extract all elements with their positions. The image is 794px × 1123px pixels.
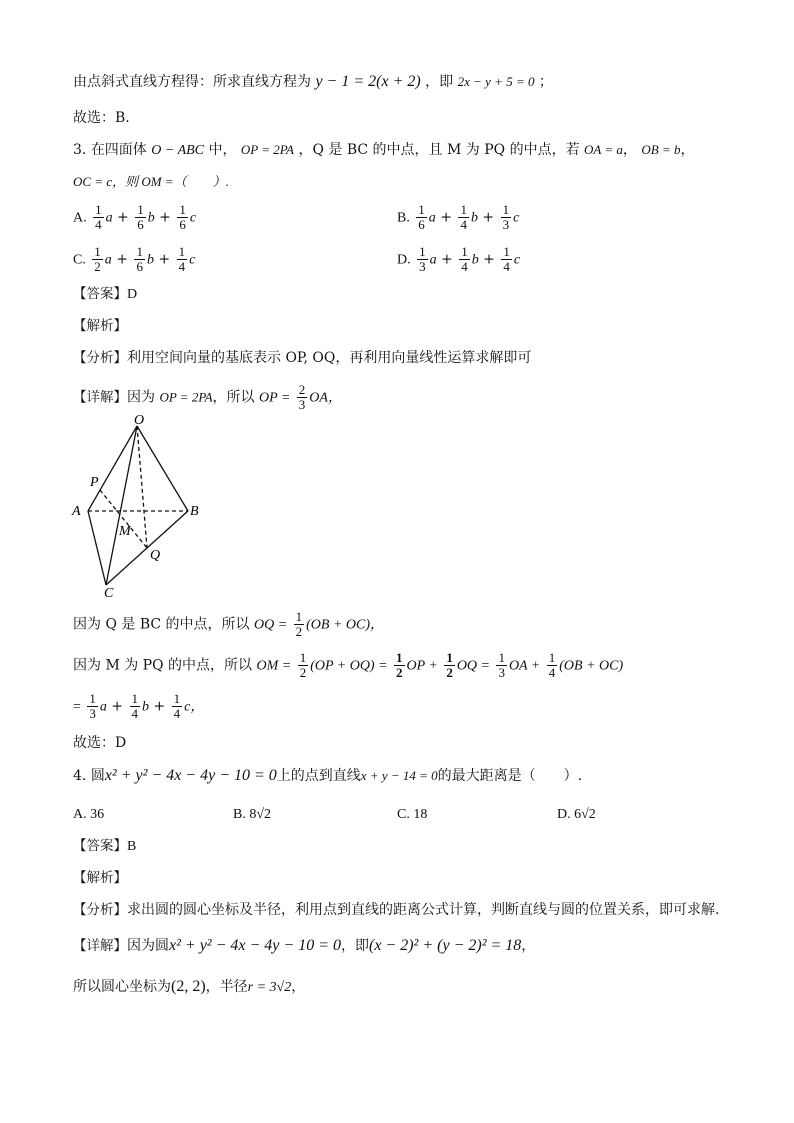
text: ， [291, 979, 306, 995]
q4-center [73, 977, 305, 998]
fraction [417, 245, 428, 274]
text: 因为 [127, 389, 155, 406]
text: 的最大距离是（ ）. [437, 768, 583, 784]
fenxi-text: 求出圆的圆心坐标及半径，利用点到直线的距离公式计算，判断直线与圆的位置关系，即可求解. [127, 902, 720, 918]
answer-tag: 【答案】 [73, 838, 127, 854]
q2-choice: 故选：B. [73, 110, 130, 126]
q3-step2 [73, 610, 384, 639]
q3-option-d[interactable]: D. $\frac{1}{3}$ a + $\frac{1}{4}$ b + $\frac{1}{4}$ c [397, 244, 521, 274]
fenxi-text: 利用空间向量的基底表示 OP, OQ，再利用向量线性运算求解即可 [127, 350, 532, 366]
analysis-tag: 【解析】 [73, 318, 127, 334]
numerator: 1 [137, 202, 144, 217]
denominator: 2 [295, 624, 303, 639]
question-number: 4. [73, 768, 87, 784]
condition: OP = 2PA [240, 142, 294, 157]
q3-choice: 故选：D [73, 735, 127, 751]
denominator: 3 [419, 259, 426, 274]
equation: OM = [256, 658, 292, 674]
q4-detail [73, 936, 535, 956]
text: 上的点到直线 [276, 768, 361, 784]
q4-stem [73, 766, 582, 786]
fraction [135, 203, 146, 232]
label-c: C [104, 586, 114, 598]
fraction [416, 203, 427, 232]
denominator: 4 [178, 259, 186, 274]
equation: (OP + OQ) = [310, 658, 388, 674]
label-a: A [72, 504, 81, 519]
numerator: 1 [295, 609, 303, 624]
q3-fenxi [73, 348, 531, 368]
fraction [501, 203, 512, 232]
tetrahedron-name: O − ABC [151, 143, 205, 158]
circle-equation: x² + y² − 4x − 4y − 10 = 0 [104, 767, 277, 784]
numerator: 1 [94, 244, 101, 259]
q4-analysis-tag [73, 868, 127, 888]
center-coordinates: (2, 2) [171, 978, 206, 995]
standard-equation: (x − 2)² + (y − 2)² = 18 [368, 937, 522, 954]
label-m: M [119, 524, 131, 539]
denominator: 6 [418, 217, 425, 232]
text: 因为圆 [127, 938, 169, 954]
answer-value: D [127, 287, 138, 302]
denominator: 2 [94, 259, 101, 274]
text: ，所以 [212, 389, 255, 406]
numerator: 1 [178, 244, 186, 259]
q4-option-a[interactable]: A. 36 [73, 807, 105, 822]
option-label: C. [73, 252, 86, 268]
text: 所以圆心坐标为 [73, 979, 171, 995]
fraction [297, 383, 308, 412]
equation: OA + [508, 658, 541, 674]
circle-equation: x² + y² − 4x − 4y − 10 = 0 [169, 937, 341, 954]
label-o: O [134, 413, 145, 428]
q3-answer [73, 284, 137, 305]
analysis-tag: 【解析】 [73, 870, 127, 886]
numerator: 1 [419, 244, 426, 259]
q3-analysis-tag [73, 316, 127, 336]
q3-option-a[interactable]: A. $\frac{1}{4}$ a + $\frac{1}{6}$ b + $\frac{1}{6}$ c [73, 202, 197, 232]
answer-tag: 【答案】 [73, 286, 127, 302]
numerator: 1 [460, 202, 467, 217]
condition: OP = 2PA [159, 389, 213, 405]
numerator: 1 [503, 244, 510, 259]
q4-option-d[interactable]: D. 6√2 [557, 807, 596, 822]
text: ，即 [340, 938, 369, 954]
q3-option-b[interactable]: B. $\frac{1}{6}$ a + $\frac{1}{4}$ b + $\frac{1}{3}$ c [397, 202, 520, 232]
fraction [177, 245, 188, 274]
question-number: 3. [73, 142, 87, 158]
numerator: 1 [136, 244, 143, 259]
text: ，即 [425, 74, 454, 90]
q3-detail-line1 [73, 383, 342, 412]
denominator: 6 [179, 217, 186, 232]
q4-answer [73, 836, 136, 857]
equation: OA， [309, 390, 342, 406]
label-q: Q [150, 548, 161, 563]
fraction [92, 245, 103, 274]
option-label: A. [73, 210, 87, 226]
q4-fenxi [73, 900, 719, 920]
numerator: 1 [502, 202, 510, 217]
denominator: 3 [298, 397, 306, 412]
vector-oa: OA = a [584, 142, 623, 157]
equation: OP = [258, 390, 291, 406]
q3-stem-line1: 3. 在四面体 O − ABC 中， OP = 2PA ，Q 是 BC 的中点，且 M 为 PQ 的中点，若 OA = a， OB = b， [73, 142, 695, 158]
denominator: 6 [137, 217, 144, 232]
radius: r = 3√2 [247, 980, 292, 995]
equation: y − 1 = 2(x + 2) [315, 73, 421, 90]
option-label: B. [397, 210, 410, 226]
text: 由点斜式直线方程得：所求直线方程为 [73, 74, 311, 90]
equation: c， [184, 699, 205, 715]
text: 圆 [90, 768, 105, 784]
answer-value: B [127, 839, 137, 854]
q3-option-c[interactable]: C. $\frac{1}{2}$ a + $\frac{1}{6}$ b + $\frac{1}{4}$ c [73, 244, 196, 274]
fraction [177, 203, 188, 232]
label-p: P [90, 475, 99, 490]
fenxi-tag: 【分析】 [73, 350, 127, 366]
denominator: 4 [460, 217, 467, 232]
label-b: B [190, 504, 199, 519]
denominator: 4 [95, 217, 102, 232]
q3-step4: = $\frac{1}{3}$ a + $\frac{1}{4}$ b + $\frac{1}{4}$ c， [73, 691, 205, 721]
text: ； [538, 74, 553, 90]
vector-ob: OB = b [641, 142, 681, 157]
denominator: 4 [461, 259, 468, 274]
equation: (OB + OC) [559, 658, 624, 674]
equation: OP + [406, 658, 438, 674]
text: 因为 M 为 PQ 的中点，所以 [73, 657, 253, 674]
equation: OQ = [456, 658, 490, 674]
tetrahedron-figure [68, 413, 228, 598]
fraction [134, 245, 145, 274]
denominator: 6 [136, 259, 143, 274]
numerator: 1 [461, 244, 468, 259]
q3-stem-line2 [73, 172, 229, 192]
text: 因为 Q 是 BC 的中点，所以 [73, 616, 250, 633]
text: 在四面体 [90, 142, 147, 158]
text: ，Q 是 BC 的中点，且 M 为 PQ 的中点，若 [298, 142, 580, 158]
q4-option-b[interactable]: B. 8√2 [233, 807, 272, 822]
text: ， [521, 938, 536, 954]
numerator: 1 [179, 202, 186, 217]
q2-solution-line [73, 72, 553, 92]
option-label: D. [397, 252, 411, 268]
detail-tag: 【详解】 [73, 389, 127, 406]
q4-option-c[interactable]: C. 18 [397, 807, 428, 822]
fraction [458, 203, 469, 232]
equation: (OB + OC)， [306, 617, 385, 633]
fraction [93, 203, 104, 232]
numerator: 1 [418, 202, 425, 217]
text: ，半径 [205, 979, 248, 995]
denominator: 4 [503, 259, 510, 274]
numerator: 2 [298, 382, 306, 397]
equation: OQ = [254, 617, 288, 633]
fenxi-tag: 【分析】 [73, 902, 127, 918]
text: 中， [208, 142, 237, 158]
numerator: 1 [95, 202, 102, 217]
q3-step3: 因为 M 为 PQ 的中点，所以 OM = $\frac{1}{2}$ (OP + OQ) = $\frac{1}{2}$ OP + $\frac{1}{2}$ OQ = $\frac{1}{3}$ OA + $\frac{1}{4}$ (OB + OC) [73, 650, 624, 680]
equation: 2x − y + 5 = 0 [457, 74, 535, 89]
fraction [294, 610, 305, 639]
line-equation: x + y − 14 = 0 [360, 768, 438, 783]
fraction [459, 245, 470, 274]
detail-tag: 【详解】 [73, 938, 127, 954]
fraction [501, 245, 512, 274]
text: OC = c，则 OM =（ ）. [73, 174, 229, 189]
denominator: 3 [502, 217, 510, 232]
